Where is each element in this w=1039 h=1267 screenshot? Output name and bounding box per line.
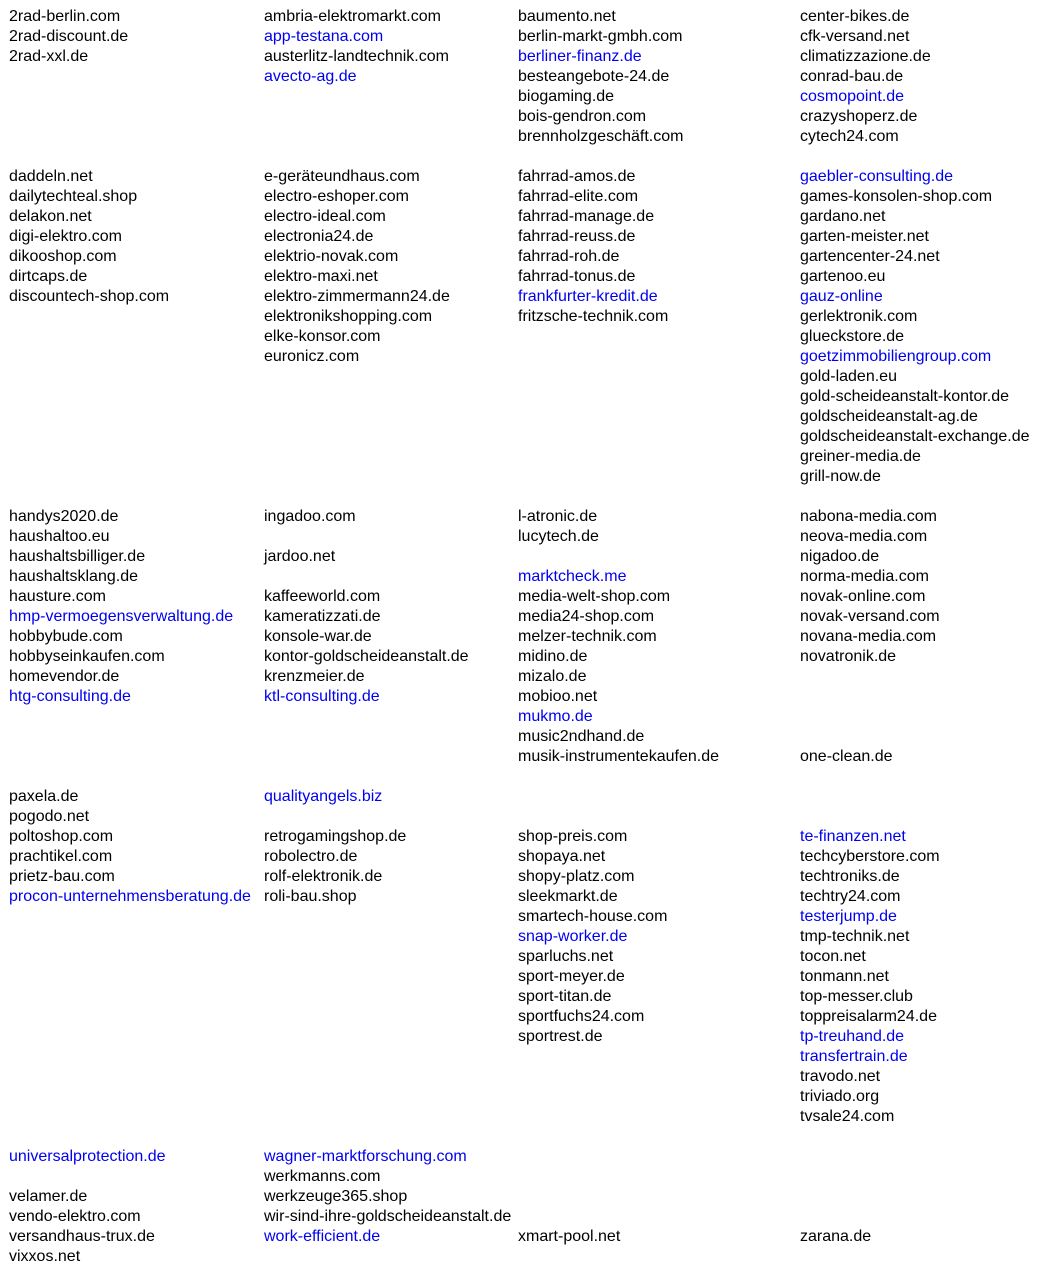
blank-line xyxy=(800,727,940,747)
domain-link[interactable]: mukmo.de xyxy=(518,708,593,725)
domain-text: homevendor.de xyxy=(9,668,120,685)
domain-text: hobbyseinkaufen.com xyxy=(9,648,165,665)
domain-text: digi-elektro.com xyxy=(9,228,122,245)
domain-text: konsole-war.de xyxy=(264,628,372,645)
blank-line xyxy=(518,1167,620,1187)
blank-line xyxy=(800,1207,871,1227)
domain-text: techtry24.com xyxy=(800,888,901,905)
domain-text: gardano.net xyxy=(800,208,886,225)
blank-line xyxy=(800,787,940,807)
domain-column xyxy=(800,787,940,1127)
domain-text: versandhaus-trux.de xyxy=(9,1228,155,1245)
domain-text: 2rad-xxl.de xyxy=(9,48,89,65)
domain-text: euronicz.com xyxy=(264,348,360,365)
domain-text: tmp-technik.net xyxy=(800,928,910,945)
domain-text: pogodo.net xyxy=(9,808,90,825)
domain-text: elektronikshopping.com xyxy=(264,308,433,325)
domain-column xyxy=(9,167,169,307)
domain-link[interactable]: gaebler-consulting.de xyxy=(800,168,953,185)
domain-link[interactable]: app-testana.com xyxy=(264,28,384,45)
blank-line xyxy=(264,807,406,827)
domain-text: shop-preis.com xyxy=(518,828,628,845)
domain-text: electronia24.de xyxy=(264,228,374,245)
domain-link[interactable]: goetzimmobiliengroup.com xyxy=(800,348,992,365)
domain-text: austerlitz-landtechnik.com xyxy=(264,48,449,65)
domain-text: roli-bau.shop xyxy=(264,888,357,905)
domain-link[interactable]: gauz-online xyxy=(800,288,883,305)
domain-text: fahrrad-manage.de xyxy=(518,208,655,225)
domain-text: sport-meyer.de xyxy=(518,968,625,985)
domain-text: sportfuchs24.com xyxy=(518,1008,645,1025)
domain-column xyxy=(800,1147,871,1247)
domain-text: 2rad-discount.de xyxy=(9,28,129,45)
domain-text: novana-media.com xyxy=(800,628,937,645)
domain-link[interactable]: cosmopoint.de xyxy=(800,88,905,105)
domain-link[interactable]: htg-consulting.de xyxy=(9,688,131,705)
blank-line xyxy=(518,787,667,807)
domain-text: hausture.com xyxy=(9,588,106,605)
domain-link[interactable]: berliner-finanz.de xyxy=(518,48,642,65)
blank-line xyxy=(800,1147,871,1167)
domain-text: mizalo.de xyxy=(518,668,587,685)
domain-text: fahrrad-reuss.de xyxy=(518,228,636,245)
domain-link[interactable]: testerjump.de xyxy=(800,908,897,925)
domain-link[interactable]: hmp-vermoegensverwaltung.de xyxy=(9,608,234,625)
domain-text: glueckstore.de xyxy=(800,328,905,345)
domain-column xyxy=(518,787,667,1047)
domain-text: sleekmarkt.de xyxy=(518,888,618,905)
domain-text: travodo.net xyxy=(800,1068,881,1085)
domain-text: conrad-bau.de xyxy=(800,68,904,85)
domain-column xyxy=(9,787,251,907)
domain-text: gold-laden.eu xyxy=(800,368,897,385)
domain-text: mobioo.net xyxy=(518,688,598,705)
domain-text: goldscheideanstalt-exchange.de xyxy=(800,428,1030,445)
domain-text: novatronik.de xyxy=(800,648,897,665)
domain-text: rolf-elektronik.de xyxy=(264,868,383,885)
domain-column xyxy=(800,507,940,767)
domain-column xyxy=(518,507,719,767)
domain-column xyxy=(9,507,233,707)
domain-text: xmart-pool.net xyxy=(518,1228,621,1245)
blank-line xyxy=(800,687,940,707)
domain-text: fahrrad-amos.de xyxy=(518,168,636,185)
domain-link[interactable]: work-efficient.de xyxy=(264,1228,381,1245)
domain-column xyxy=(264,7,449,87)
domain-text: techcyberstore.com xyxy=(800,848,940,865)
domain-column xyxy=(264,507,469,707)
domain-text: gold-scheideanstalt-kontor.de xyxy=(800,388,1010,405)
domain-text: norma-media.com xyxy=(800,568,929,585)
domain-text: gartencenter-24.net xyxy=(800,248,940,265)
blank-line xyxy=(264,527,469,547)
blank-line xyxy=(518,1187,620,1207)
domain-text: haushaltsbilliger.de xyxy=(9,548,146,565)
domain-link[interactable]: wagner-marktforschung.com xyxy=(264,1148,467,1165)
domain-text: music2ndhand.de xyxy=(518,728,645,745)
domain-text: crazyshoperz.de xyxy=(800,108,918,125)
domain-text: cfk-versand.net xyxy=(800,28,910,45)
domain-text: 2rad-berlin.com xyxy=(9,8,121,25)
domain-link[interactable]: universalprotection.de xyxy=(9,1148,166,1165)
blank-line xyxy=(800,1187,871,1207)
domain-text: robolectro.de xyxy=(264,848,358,865)
domain-text: elektro-maxi.net xyxy=(264,268,378,285)
domain-text: gerlektronik.com xyxy=(800,308,918,325)
domain-text: media24-shop.com xyxy=(518,608,655,625)
domain-text: zarana.de xyxy=(800,1228,872,1245)
domain-text: center-bikes.de xyxy=(800,8,910,25)
blank-line xyxy=(800,707,940,727)
domain-text: vixxos.net xyxy=(9,1248,81,1265)
domain-text: one-clean.de xyxy=(800,748,893,765)
blank-line xyxy=(518,1147,620,1167)
domain-column xyxy=(9,1147,166,1267)
blank-line xyxy=(800,1167,871,1187)
domain-text: e-geräteundhaus.com xyxy=(264,168,420,185)
domain-text: bois-gendron.com xyxy=(518,108,647,125)
domain-text: handys2020.de xyxy=(9,508,119,525)
domain-link[interactable]: qualityangels.biz xyxy=(264,788,383,805)
domain-text: elektrio-novak.com xyxy=(264,248,399,265)
domain-text: ingadoo.com xyxy=(264,508,356,525)
domain-text: prietz-bau.com xyxy=(9,868,115,885)
domain-text: novak-versand.com xyxy=(800,608,940,625)
domain-column xyxy=(800,167,1030,487)
domain-link[interactable]: frankfurter-kredit.de xyxy=(518,288,658,305)
domain-text: paxela.de xyxy=(9,788,79,805)
domain-text: hobbybude.com xyxy=(9,628,123,645)
domain-text: berlin-markt-gmbh.com xyxy=(518,28,683,45)
domain-text: haushaltsklang.de xyxy=(9,568,138,585)
domain-link[interactable]: procon-unternehmensberatung.de xyxy=(9,888,251,905)
domain-text: prachtikel.com xyxy=(9,848,113,865)
domain-text: gartenoo.eu xyxy=(800,268,886,285)
domain-text: l-atronic.de xyxy=(518,508,598,525)
domain-link[interactable]: avecto-ag.de xyxy=(264,68,357,85)
domain-text: garten-meister.net xyxy=(800,228,929,245)
domain-text: neova-media.com xyxy=(800,528,928,545)
domain-text: kaffeeworld.com xyxy=(264,588,381,605)
domain-text: techtroniks.de xyxy=(800,868,900,885)
domain-text: besteangebote-24.de xyxy=(518,68,670,85)
domain-text: midino.de xyxy=(518,648,588,665)
domain-link[interactable]: tp-treuhand.de xyxy=(800,1028,905,1045)
domain-text: discountech-shop.com xyxy=(9,288,170,305)
domain-text: elke-konsor.com xyxy=(264,328,381,345)
domain-text: dikooshop.com xyxy=(9,248,117,265)
domain-text: elektro-zimmermann24.de xyxy=(264,288,450,305)
domain-text: cytech24.com xyxy=(800,128,899,145)
domain-text: krenzmeier.de xyxy=(264,668,365,685)
domain-link[interactable]: ktl-consulting.de xyxy=(264,688,380,705)
domain-text: velamer.de xyxy=(9,1188,88,1205)
domain-text: nigadoo.de xyxy=(800,548,880,565)
blank-line xyxy=(518,807,667,827)
domain-text: tocon.net xyxy=(800,948,866,965)
domain-column xyxy=(518,167,668,327)
domain-text: ambria-elektromarkt.com xyxy=(264,8,441,25)
domain-text: daddeln.net xyxy=(9,168,93,185)
domain-text: fahrrad-tonus.de xyxy=(518,268,636,285)
domain-text: kontor-goldscheideanstalt.de xyxy=(264,648,469,665)
domain-column xyxy=(800,7,931,147)
domain-text: vendo-elektro.com xyxy=(9,1208,141,1225)
domain-text: sportrest.de xyxy=(518,1028,603,1045)
domain-text: dailytechteal.shop xyxy=(9,188,138,205)
domain-text: media-welt-shop.com xyxy=(518,588,671,605)
blank-line xyxy=(518,1207,620,1227)
domain-link[interactable]: marktcheck.me xyxy=(518,568,627,585)
blank-line xyxy=(800,807,940,827)
domain-text: fritzsche-technik.com xyxy=(518,308,669,325)
domain-text: greiner-media.de xyxy=(800,448,921,465)
domain-text: goldscheideanstalt-ag.de xyxy=(800,408,978,425)
domain-text: wir-sind-ihre-goldscheideanstalt.de xyxy=(264,1208,512,1225)
domain-column xyxy=(518,7,683,147)
domain-text: novak-online.com xyxy=(800,588,926,605)
domain-text: nabona-media.com xyxy=(800,508,937,525)
domain-text: electro-eshoper.com xyxy=(264,188,409,205)
domain-text: electro-ideal.com xyxy=(264,208,386,225)
domain-text: sparluchs.net xyxy=(518,948,614,965)
domain-text: toppreisalarm24.de xyxy=(800,1008,937,1025)
domain-text: fahrrad-roh.de xyxy=(518,248,620,265)
domain-text: shopy-platz.com xyxy=(518,868,635,885)
domain-text: biogaming.de xyxy=(518,88,615,105)
domain-text: poltoshop.com xyxy=(9,828,114,845)
domain-text: tonmann.net xyxy=(800,968,889,985)
domain-text: lucytech.de xyxy=(518,528,599,545)
domain-text: musik-instrumentekaufen.de xyxy=(518,748,719,765)
domain-text: jardoo.net xyxy=(264,548,336,565)
domain-text: smartech-house.com xyxy=(518,908,668,925)
domain-text: werkzeuge365.shop xyxy=(264,1188,408,1205)
domain-text: top-messer.club xyxy=(800,988,913,1005)
domain-column xyxy=(518,1147,620,1247)
domain-text: grill-now.de xyxy=(800,468,881,485)
domain-text: haushaltoo.eu xyxy=(9,528,110,545)
domain-text: dirtcaps.de xyxy=(9,268,88,285)
domain-column xyxy=(264,787,406,907)
domain-text: brennholzgeschäft.com xyxy=(518,128,684,145)
domain-text: shopaya.net xyxy=(518,848,606,865)
domain-text: baumento.net xyxy=(518,8,616,25)
blank-line xyxy=(264,567,469,587)
domain-column xyxy=(264,1147,511,1247)
domain-column xyxy=(9,7,128,67)
domain-link[interactable]: transfertrain.de xyxy=(800,1048,908,1065)
domain-text: fahrrad-elite.com xyxy=(518,188,639,205)
blank-line xyxy=(518,547,719,567)
domain-text: tvsale24.com xyxy=(800,1108,895,1125)
domain-text: kameratizzati.de xyxy=(264,608,381,625)
domain-text: retrogamingshop.de xyxy=(264,828,407,845)
domain-text: climatizzazione.de xyxy=(800,48,931,65)
domain-link[interactable]: snap-worker.de xyxy=(518,928,628,945)
domain-text: triviado.org xyxy=(800,1088,880,1105)
domain-text: melzer-technik.com xyxy=(518,628,657,645)
domain-link[interactable]: te-finanzen.net xyxy=(800,828,906,845)
domain-text: werkmanns.com xyxy=(264,1168,381,1185)
domain-text: delakon.net xyxy=(9,208,92,225)
domain-column xyxy=(264,167,450,367)
domain-text: games-konsolen-shop.com xyxy=(800,188,993,205)
domain-text: sport-titan.de xyxy=(518,988,612,1005)
blank-line xyxy=(800,667,940,687)
blank-line xyxy=(9,1167,166,1187)
